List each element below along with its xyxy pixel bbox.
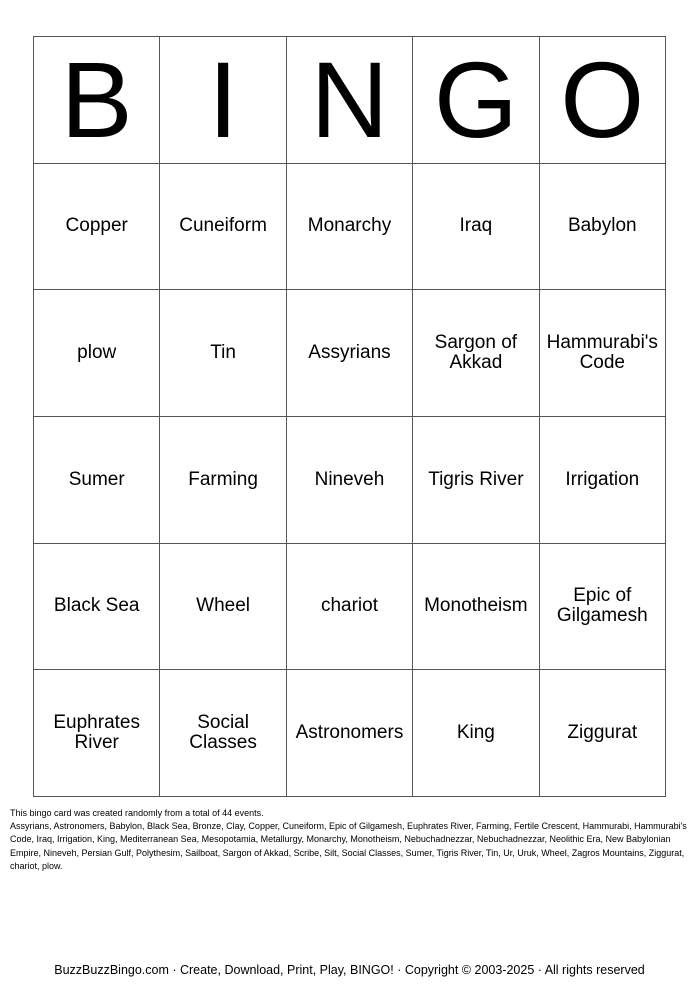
card-cell [413, 670, 539, 797]
card-cell [539, 670, 665, 797]
cell-text: Farming [188, 468, 258, 490]
card-row [34, 543, 666, 670]
card-cell [539, 416, 665, 543]
cell-text: chariot [320, 595, 378, 617]
header-letter: O [539, 37, 665, 164]
bingo-card [33, 36, 666, 797]
cell-text: Monotheism [424, 595, 528, 617]
card-cell [413, 163, 539, 290]
card-cell [160, 670, 286, 797]
card-info [10, 807, 692, 873]
card-info-events: Assyrians, Astronomers, Babylon, Black Sea, Bronze, Clay, Copper, Cuneiform, Epic of Gilgamesh, Euphrates River, Farming, Fertile Crescent, Hammurabi, Hammurabi's Code, Iraq, Irrigation, King, Mediterranean Sea, Mesopotamia, Metallurgy, Monarchy, Monotheism, Nebuchadnezzar, Nebuchadnezzar, Neolithic Era, New Babylonian Empire, Nineveh, Persian Gulf, Polythesim, Sailboat, Sargon of Akkad, Scribe, Silt, Social Classes, Sumer, Tigris River, Tin, Ur, Uruk, Wheel, Zagros Mountains, Ziggurat, chariot, plow. [10, 821, 687, 871]
cell-text: Cuneiform [179, 215, 267, 237]
card-cell [286, 290, 412, 417]
card-cell [286, 670, 412, 797]
card-cell [34, 670, 160, 797]
cell-text: Euphrates River [53, 712, 140, 754]
card-cell [34, 163, 160, 290]
cell-text: Copper [65, 215, 128, 237]
cell-text: Epic of Gilgamesh [556, 585, 648, 627]
cell-text: Assyrians [308, 342, 391, 364]
card-cell [34, 543, 160, 670]
card-cell [160, 163, 286, 290]
card-cell [413, 416, 539, 543]
card-cell [160, 416, 286, 543]
page-footer: BuzzBuzzBingo.com · Create, Download, Print, Play, BINGO! · Copyright © 2003-2025 · All rights reserved [54, 963, 645, 977]
card-row [34, 416, 666, 543]
card-row [34, 290, 666, 417]
card-cell [413, 290, 539, 417]
card-info-summary: This bingo card was created randomly from a total of 44 events. [10, 808, 264, 818]
cell-text: Babylon [567, 215, 637, 237]
header-row [34, 37, 666, 164]
card-cell [286, 416, 412, 543]
card-row [34, 163, 666, 290]
cell-text: Social Classes [189, 712, 257, 754]
cell-text: Tin [210, 342, 236, 364]
card-cell [160, 543, 286, 670]
cell-text: Black Sea [53, 595, 140, 617]
header-letter: N [286, 37, 412, 164]
cell-text: King [456, 722, 495, 744]
cell-text: Ziggurat [567, 722, 638, 744]
cell-text: Irrigation [565, 468, 640, 490]
card-cell [286, 163, 412, 290]
cell-text: Tigris River [428, 468, 524, 490]
card-cell [539, 543, 665, 670]
cell-text: Monarchy [307, 215, 392, 237]
cell-text: Astronomers [295, 722, 404, 744]
header-letter: B [34, 37, 160, 164]
cell-text: Wheel [196, 595, 251, 617]
card-row [34, 670, 666, 797]
cell-text: Nineveh [314, 468, 385, 490]
header-letter: G [413, 37, 539, 164]
header-letter: I [160, 37, 286, 164]
card-cell [286, 543, 412, 670]
card-cell [539, 163, 665, 290]
card-cell [413, 543, 539, 670]
card-cell [34, 416, 160, 543]
card-cell [34, 290, 160, 417]
cell-text: Hammurabi's Code [546, 332, 658, 374]
cell-text: Sargon of Akkad [434, 332, 518, 374]
cell-text: Sumer [68, 468, 125, 490]
card-cell [539, 290, 665, 417]
cell-text: plow [77, 342, 117, 364]
card-cell [160, 290, 286, 417]
cell-text: Iraq [459, 215, 493, 237]
